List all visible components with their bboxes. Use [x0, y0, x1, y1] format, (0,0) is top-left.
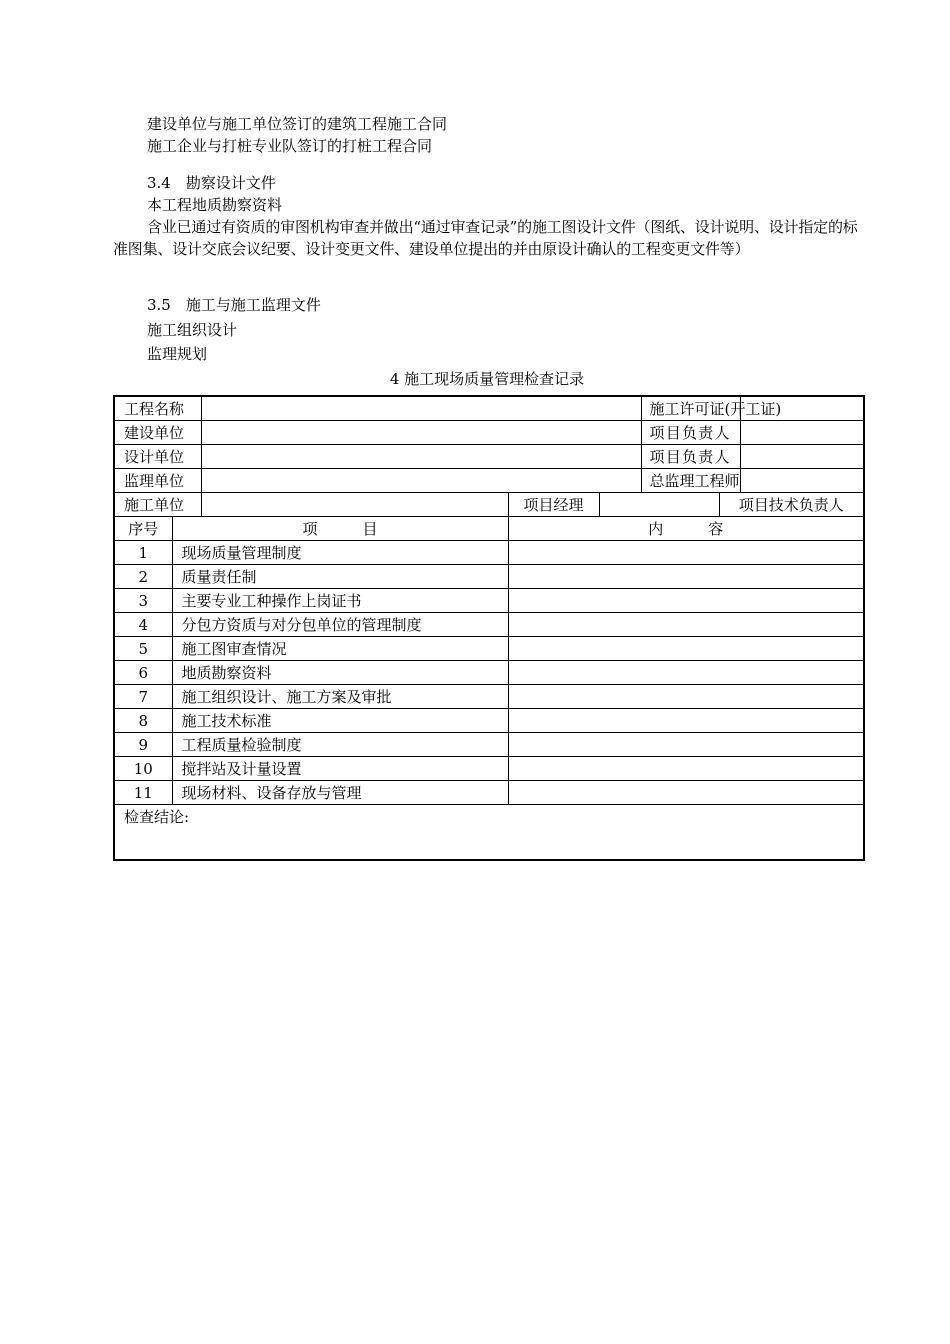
project-manager-value[interactable]: [599, 493, 719, 517]
permit-label: 施工许可证(开工证): [641, 396, 740, 421]
column-header-item: 项 目: [172, 517, 508, 541]
row-content[interactable]: [508, 613, 864, 637]
project-name-value[interactable]: [201, 396, 641, 421]
row-item: 施工技术标准: [172, 709, 508, 733]
contractor-row: [114, 493, 864, 517]
column-header-content: 内 容: [508, 517, 864, 541]
section-3-4-paragraph: 含业已通过有资质的审图机构审查并做出“通过审查记录”的施工图设计文件（图纸、设计说明、设计指定的标准图集、设计交底会议纪要、设计变更文件、建设单位提出的并由原设计确认的工程变更文件等）: [113, 218, 858, 258]
row-content[interactable]: [508, 781, 864, 805]
owner-label: 建设单位: [114, 421, 201, 445]
row-number: 4: [114, 613, 172, 637]
table-row: [114, 781, 864, 805]
supervisor-row: [114, 469, 864, 493]
contractor-label: 施工单位: [114, 493, 201, 517]
project-manager-label: 项目经理: [508, 493, 599, 517]
table-row: [114, 613, 864, 637]
intro-line-1: 建设单位与施工单位签订的建筑工程施工合同: [147, 115, 448, 133]
row-content[interactable]: [508, 733, 864, 757]
row-number: 11: [114, 781, 172, 805]
row-item: 分包方资质与对分包单位的管理制度: [172, 613, 508, 637]
row-content[interactable]: [508, 589, 864, 613]
table-row: [114, 709, 864, 733]
row-number: 7: [114, 685, 172, 709]
table-row: [114, 685, 864, 709]
table-row: [114, 733, 864, 757]
row-item: 工程质量检验制度: [172, 733, 508, 757]
conclusion-row: [114, 805, 864, 861]
row-number: 8: [114, 709, 172, 733]
supervisor-role-value[interactable]: [740, 469, 864, 493]
row-item: 施工图审查情况: [172, 637, 508, 661]
inspection-conclusion[interactable]: 检查结论:: [114, 805, 864, 861]
table-row: [114, 637, 864, 661]
row-item: 地质勘察资料: [172, 661, 508, 685]
designer-row: [114, 445, 864, 469]
owner-value[interactable]: [201, 421, 641, 445]
supervisor-value[interactable]: [201, 469, 641, 493]
section-3-5-heading: 3.5 施工与施工监理文件: [147, 296, 321, 314]
row-number: 10: [114, 757, 172, 781]
row-item: 质量责任制: [172, 565, 508, 589]
owner-row: [114, 421, 864, 445]
owner-role-label: 项目负责人: [641, 421, 740, 445]
supervisor-role-label: 总监理工程师: [641, 469, 740, 493]
table-row: [114, 565, 864, 589]
section-3-5-item-1: 施工组织设计: [147, 321, 238, 339]
column-header-no: 序号: [114, 517, 172, 541]
section-3-4-heading: 3.4 勘察设计文件: [147, 174, 276, 192]
row-number: 1: [114, 541, 172, 565]
row-content[interactable]: [508, 565, 864, 589]
intro-line-2: 施工企业与打桩专业队签订的打桩工程合同: [147, 137, 433, 155]
designer-role-label: 项目负责人: [641, 445, 740, 469]
row-item: 搅拌站及计量设置: [172, 757, 508, 781]
section-3-5-item-2: 监理规划: [147, 345, 208, 363]
table-row: [114, 541, 864, 565]
row-number: 3: [114, 589, 172, 613]
project-name-row: [114, 396, 864, 421]
row-item: 现场材料、设备存放与管理: [172, 781, 508, 805]
column-header-row: [114, 517, 864, 541]
tech-lead-label: 项目技术负责人: [719, 493, 864, 517]
row-content[interactable]: [508, 709, 864, 733]
contractor-value[interactable]: [201, 493, 508, 517]
row-content[interactable]: [508, 541, 864, 565]
row-number: 2: [114, 565, 172, 589]
table-row: [114, 589, 864, 613]
table-title: 4 施工现场质量管理检查记录: [389, 370, 585, 388]
supervisor-label: 监理单位: [114, 469, 201, 493]
table-row: [114, 757, 864, 781]
row-content[interactable]: [508, 685, 864, 709]
row-number: 9: [114, 733, 172, 757]
row-content[interactable]: [508, 757, 864, 781]
designer-role-value[interactable]: [740, 445, 864, 469]
project-name-label: 工程名称: [114, 396, 201, 421]
row-content[interactable]: [508, 637, 864, 661]
quality-management-checklist-table: [113, 395, 865, 861]
designer-value[interactable]: [201, 445, 641, 469]
row-item: 现场质量管理制度: [172, 541, 508, 565]
section-3-4-line: 本工程地质勘察资料: [147, 196, 283, 214]
owner-role-value[interactable]: [740, 421, 864, 445]
table-row: [114, 661, 864, 685]
row-content[interactable]: [508, 661, 864, 685]
row-number: 6: [114, 661, 172, 685]
row-item: 主要专业工种操作上岗证书: [172, 589, 508, 613]
row-item: 施工组织设计、施工方案及审批: [172, 685, 508, 709]
designer-label: 设计单位: [114, 445, 201, 469]
row-number: 5: [114, 637, 172, 661]
